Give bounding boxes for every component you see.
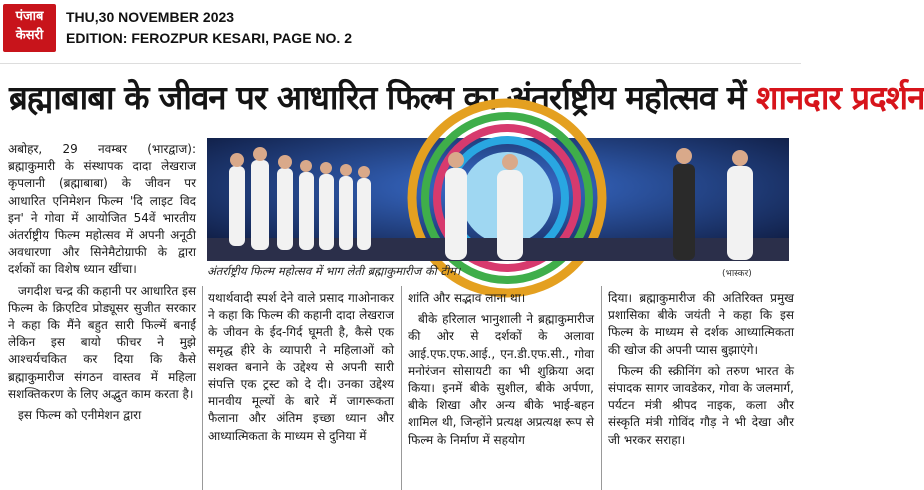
- event-photo: [207, 138, 789, 261]
- logo-line-1: पंजाब: [15, 9, 44, 24]
- edition-meta: [66, 7, 352, 49]
- paragraph: इस फिल्म को एनीमेशन द्वारा: [18, 408, 142, 423]
- edition-line: EDITION: FEROZPUR KESARI, PAGE NO. 2: [66, 30, 352, 46]
- article-column-2: [208, 290, 394, 449]
- paragraph: जगदीश चन्द्र की कहानी पर आधारित इस फिल्म के क्रिएटिव प्रोड्यूसर सुजीत सरकार ने कहा कि मैंने बहुत सारी फिल्में बनाईं लेकिन इस बायो फीचर ने मुझे आश्चर्यचकित कर दिया कि कैसे ब्रह्माकुमारीज संगठन वास्तव में महिला सशक्तिकरण के लिए अद्भुत काम करता है।: [8, 283, 197, 401]
- photo-caption: अंतर्राष्ट्रीय फिल्म महोत्सव में भाग लेती ब्रह्माकुमारीज की टीम।: [207, 264, 461, 278]
- paragraph: दिया। ब्रह्माकुमारीज की अतिरिक्त प्रमुख प्रशासिका बीके जयंती ने कहा कि इस फिल्म के माध्यम से दर्शक आध्यात्मिकता की खोज की अपनी प्यास बुझाएंगे।: [608, 291, 794, 357]
- paragraph: अबोहर, 29 नवम्बर (भारद्वाज): ब्रह्माकुमारी के संस्थापक दादा लेखराज कृपलानी (ब्रह्माबाबा) के जीवन पर आधारित एनिमेशन फिल्म 'दि लाइट विद इन' ने गोवा में आयोजित 54वें भारतीय अंतर्राष्ट्रीय फिल्म महोत्सव में अपनी अनूठी अवधारणा और सिनेमैटोग्राफी के द्वारा दर्शकों का विशेष ध्यान खींचा।: [8, 142, 196, 277]
- paragraph: फिल्म की स्क्रीनिंग को तरुण भारत के संपादक सागर जावडेकर, गोवा के जलमार्ग, पर्यटन मंत्री श्रीपद नाइक, कला और संस्कृति मंत्री गोविंद गौड़ ने भी देखा और जी भरकर सराहा।: [608, 363, 794, 447]
- paragraph: शांति और सद्भाव लाना था।: [408, 291, 526, 305]
- event-photo-image: [207, 138, 789, 261]
- photo-credit: (भास्कर): [722, 269, 752, 279]
- column-rule: [401, 286, 402, 490]
- edition-date: THU,30 NOVEMBER 2023: [66, 9, 235, 25]
- headline-highlight: शानदार प्रदर्शन: [756, 78, 924, 117]
- newspaper-logo: [3, 4, 56, 52]
- article-column-4: [608, 290, 794, 453]
- logo-line-2: केसरी: [15, 28, 44, 43]
- header-divider: [0, 63, 801, 64]
- column-rule: [601, 286, 602, 490]
- article-column-1: [8, 141, 196, 428]
- paragraph: यथार्थवादी स्पर्श देने वाले प्रसाद गाओनाकर ने कहा कि फिल्म की कहानी दादा लेखराज के जीवन के ईद-गिर्द घूमती है, कैसे एक समृद्ध हीरे के व्यापारी ने महिलाओं को सशक्त बनाने के उद्देश्य से अपनी सारी संपत्ति एक ट्रस्ट को दे दी। उनका उद्देश्य मानवीय मूल्यों के बारे में जागरूकता फैलाना और अंतिम इच्छा ध्यान और आध्यात्मिकता के माध्यम से दुनिया में: [208, 291, 394, 443]
- article-headline: [9, 68, 924, 128]
- paragraph: बीके हरिलाल भानुशाली ने ब्रह्माकुमारीज की ओर से दर्शकों के अलावा आई.एफ.एफ.आई., एन.डी.एफ.सी., गोवा मनोरंजन सोसायटी का भी शुक्रिया अदा किया। इनमें बीके सुशील, बीके अर्पणा, बीके शिखा और अन्य बीके भाई-बहन शामिल थी, जिन्होंने प्रत्यक्ष अप्रत्यक्ष रूप से फिल्म के निर्माण में सहयोग: [408, 312, 594, 447]
- column-rule: [202, 286, 203, 490]
- article-column-3: [408, 290, 594, 453]
- headline-main: ब्रह्माबाबा के जीवन पर आधारित फिल्म का अंतर्राष्ट्रीय महोत्सव में: [9, 78, 746, 117]
